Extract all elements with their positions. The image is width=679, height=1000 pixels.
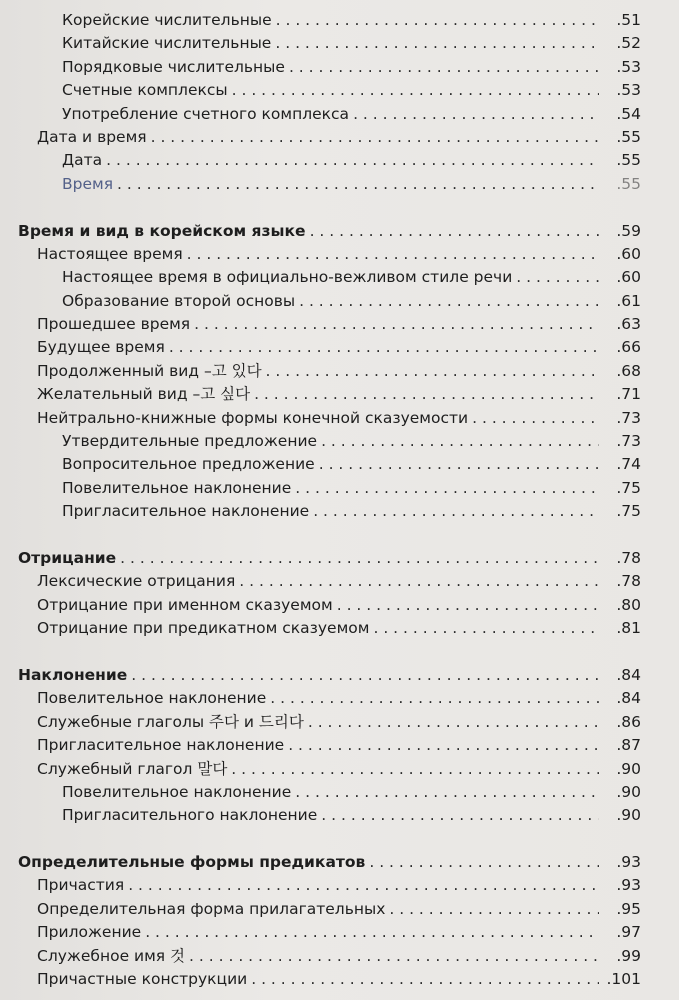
leader-dots xyxy=(239,570,599,593)
toc-entry-title: Нейтрально-книжные формы конечной сказуемости xyxy=(37,408,469,427)
toc-chapter xyxy=(0,664,679,687)
toc-page-number: .90 xyxy=(616,759,641,778)
toc-entry-title: Вопросительное предложение xyxy=(62,455,315,474)
toc-entry-title: Повелительное наклонение xyxy=(62,782,292,801)
toc-entry-title: Пригласительного наклонение xyxy=(62,806,318,825)
toc-entry xyxy=(0,32,679,55)
toc-page-number: .53 xyxy=(616,81,641,100)
leader-dots xyxy=(276,9,599,32)
toc-page-number: .61 xyxy=(616,291,641,310)
toc-page-number: .78 xyxy=(616,548,641,567)
toc-entry xyxy=(0,617,679,640)
leader-dots xyxy=(151,126,599,149)
toc-entry-title: Настоящее время xyxy=(37,244,183,263)
toc-page-number: .78 xyxy=(616,572,641,591)
leader-dots xyxy=(369,851,599,874)
leader-dots xyxy=(189,945,599,968)
toc-page-number: .86 xyxy=(616,712,641,731)
toc-entry xyxy=(0,149,679,172)
toc-entry xyxy=(0,477,679,500)
toc-page-number: .55 xyxy=(616,151,641,170)
toc-page-number: .59 xyxy=(616,221,641,240)
toc-entry-title: Определительная форма прилагательных xyxy=(37,899,386,918)
toc-entry xyxy=(0,360,679,383)
toc-entry xyxy=(0,266,679,289)
toc-entry xyxy=(0,79,679,102)
toc-entry xyxy=(0,874,679,897)
toc-entry xyxy=(0,126,679,149)
toc-page-number: .84 xyxy=(616,665,641,684)
toc-page-number: .93 xyxy=(616,876,641,895)
toc-page-number: .74 xyxy=(616,455,641,474)
toc-entry-title: Лексические отрицания xyxy=(37,572,236,591)
leader-dots xyxy=(131,664,599,687)
leader-dots xyxy=(169,336,599,359)
toc-entry xyxy=(0,570,679,593)
toc-entry xyxy=(0,430,679,453)
toc-page-number: .52 xyxy=(616,34,641,53)
leader-dots xyxy=(194,313,599,336)
toc-page-number: .55 xyxy=(616,174,641,193)
toc-page-number: .51 xyxy=(616,11,641,29)
toc-page-number: .55 xyxy=(616,127,641,146)
toc-page-number: .73 xyxy=(616,408,641,427)
leader-dots xyxy=(313,500,599,523)
toc-entry-title: Употребление счетного комплекса xyxy=(62,104,350,123)
leader-dots xyxy=(373,617,599,640)
toc-entry xyxy=(0,968,679,991)
toc-entry xyxy=(0,594,679,617)
toc-entry xyxy=(0,945,679,968)
toc-page-number: .60 xyxy=(616,268,641,287)
toc-entry xyxy=(0,711,679,734)
toc-chapter-title: Время и вид в корейском языке xyxy=(18,221,306,240)
toc-entry xyxy=(0,500,679,523)
toc-page-number: .68 xyxy=(616,361,641,380)
toc-entry-title: Китайские числительные xyxy=(62,34,272,53)
leader-dots xyxy=(289,56,599,79)
toc-page-number: .60 xyxy=(616,244,641,263)
leader-dots xyxy=(275,32,599,55)
toc-entry xyxy=(0,313,679,336)
toc-entry xyxy=(0,898,679,921)
toc-page-number: .99 xyxy=(616,946,641,965)
toc-entry-title: Причастные конструкции xyxy=(37,970,248,989)
toc-entry-title: Пригласительное наклонение xyxy=(37,736,285,755)
toc-entry-title: Корейские числительные xyxy=(62,11,272,29)
toc-page-number: .90 xyxy=(616,782,641,801)
toc-entry xyxy=(0,290,679,313)
toc-entry xyxy=(0,407,679,430)
toc-entry-title: Порядковые числительные xyxy=(62,57,285,76)
toc-entry xyxy=(0,103,679,126)
toc-page-number: .93 xyxy=(616,853,641,872)
toc-entry-title: Причастия xyxy=(37,876,125,895)
toc-page-number: .80 xyxy=(616,595,641,614)
toc-entry-title: Утвердительные предложение xyxy=(62,432,318,451)
toc-entry-title: Пригласительное наклонение xyxy=(62,502,310,521)
toc-page-number: .53 xyxy=(616,57,641,76)
toc-entry xyxy=(0,781,679,804)
leader-dots xyxy=(120,547,599,570)
leader-dots xyxy=(106,149,599,172)
leader-dots xyxy=(295,781,599,804)
toc-entry xyxy=(0,734,679,757)
toc-chapter-title: Наклонение xyxy=(18,665,128,684)
toc-entry xyxy=(0,173,679,196)
leader-dots xyxy=(254,383,599,406)
leader-dots xyxy=(270,687,599,710)
toc-page-number: .87 xyxy=(616,736,641,755)
toc-entry xyxy=(0,687,679,710)
leader-dots xyxy=(321,804,599,827)
section-gap xyxy=(0,641,679,664)
toc-chapter-title: Определительные формы предикатов xyxy=(18,853,366,872)
toc-page-number: .90 xyxy=(616,806,641,825)
toc-entry xyxy=(0,758,679,781)
toc-page-number: .63 xyxy=(616,315,641,334)
leader-dots xyxy=(251,968,599,991)
leader-dots xyxy=(288,734,599,757)
toc-page-number: .97 xyxy=(616,923,641,942)
toc-entry-title: Будущее время xyxy=(37,338,165,357)
section-gap xyxy=(0,196,679,219)
leader-dots xyxy=(299,290,599,313)
toc-chapter xyxy=(0,851,679,874)
toc-entry-title: Служебный глагол 말다 xyxy=(37,759,228,778)
toc-entry-title: Настоящее время в официально-вежливом стиле речи xyxy=(62,268,513,287)
toc-page-number: .95 xyxy=(616,899,641,918)
leader-dots xyxy=(308,711,599,734)
leader-dots xyxy=(353,103,599,126)
toc-chapter-title: Отрицание xyxy=(18,548,117,567)
toc-page-number: .66 xyxy=(616,338,641,357)
toc-page-number: .81 xyxy=(616,619,641,638)
toc-entry-title: Дата и время xyxy=(37,127,147,146)
leader-dots xyxy=(128,874,599,897)
toc-page-number: .75 xyxy=(616,502,641,521)
leader-dots xyxy=(231,758,599,781)
leader-dots xyxy=(337,594,599,617)
toc-entry-title: Повелительное наклонение xyxy=(37,689,267,708)
toc-entry-title: Служебное имя 것 xyxy=(37,946,186,965)
toc-chapter xyxy=(0,220,679,243)
toc-page-number: .75 xyxy=(616,478,641,497)
toc-chapter xyxy=(0,547,679,570)
leader-dots xyxy=(145,921,599,944)
leader-dots xyxy=(389,898,599,921)
section-gap xyxy=(0,828,679,851)
leader-dots xyxy=(321,430,599,453)
toc-page-number: .84 xyxy=(616,689,641,708)
leader-dots xyxy=(187,243,599,266)
toc-entry xyxy=(0,56,679,79)
section-gap xyxy=(0,524,679,547)
toc-entry-title: Отрицание при предикатном сказуемом xyxy=(37,619,370,638)
toc-page-number: .101 xyxy=(606,970,641,989)
toc-page-number: .71 xyxy=(616,385,641,404)
toc-entry xyxy=(0,383,679,406)
toc-entry-title: Продолженный вид –고 있다 xyxy=(37,361,262,380)
leader-dots xyxy=(472,407,599,430)
toc-entry-title: Счетные комплексы xyxy=(62,81,228,100)
leader-dots xyxy=(266,360,599,383)
leader-dots xyxy=(232,79,599,102)
toc-entry-title: Дата xyxy=(62,151,103,170)
table-of-contents xyxy=(0,9,679,991)
leader-dots xyxy=(295,477,599,500)
toc-entry-title: Желательный вид –고 싶다 xyxy=(37,385,251,404)
toc-entry xyxy=(0,243,679,266)
toc-entry-title: Приложение xyxy=(37,923,142,942)
toc-entry xyxy=(0,336,679,359)
toc-entry-title: Время xyxy=(62,174,114,193)
leader-dots xyxy=(117,173,599,196)
toc-entry-title: Повелительное наклонение xyxy=(62,478,292,497)
toc-entry-title: Служебные глаголы 주다 и 드리다 xyxy=(37,712,304,731)
toc-page-number: .73 xyxy=(616,432,641,451)
toc-entry xyxy=(0,804,679,827)
toc-entry-title: Образование второй основы xyxy=(62,291,296,310)
leader-dots xyxy=(319,453,599,476)
toc-page-number: .54 xyxy=(616,104,641,123)
toc-entry-title: Прошедшее время xyxy=(37,315,191,334)
toc-entry xyxy=(0,453,679,476)
leader-dots xyxy=(516,266,599,289)
toc-entry-title: Отрицание при именном сказуемом xyxy=(37,595,333,614)
toc-entry xyxy=(0,9,679,32)
leader-dots xyxy=(310,220,599,243)
toc-entry xyxy=(0,921,679,944)
